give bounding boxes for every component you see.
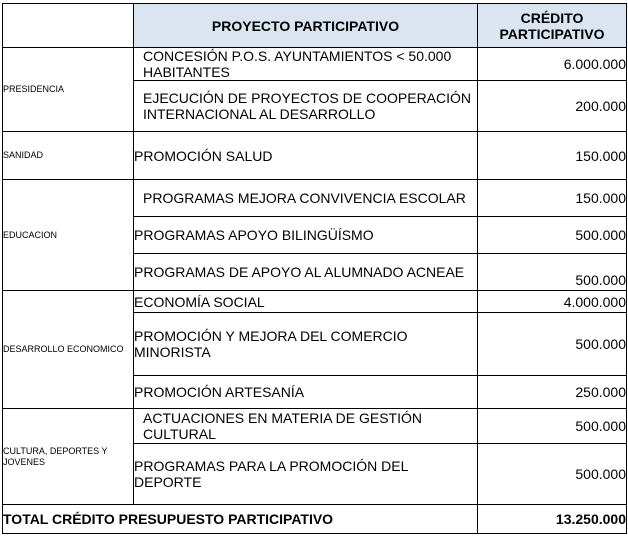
participatory-budget-table [2,3,627,534]
amount-cell: 500.000 [478,444,627,505]
amount-cell: 6.000.000 [478,48,627,81]
area-presidencia: PRESIDENCIA [3,48,134,132]
project-cell: PROGRAMAS MEJORA CONVIVENCIA ESCOLAR [134,180,478,217]
table-row [3,291,627,313]
area-desarrollo-economico: DESARROLLO ECONOMICO [3,291,134,409]
amount-cell: 250.000 [478,376,627,409]
header-empty-cell [3,4,134,48]
total-row [3,505,627,534]
amount-cell: 500.000 [478,217,627,254]
project-cell: PROGRAMAS APOYO BILINGÜÍSMO [134,217,478,254]
project-cell: EJECUCIÓN DE PROYECTOS DE COOPERACIÓN INTERNACIONAL AL DESARROLLO [134,81,478,132]
header-credit: CRÉDITO PARTICIPATIVO [478,4,627,48]
amount-cell: 150.000 [478,180,627,217]
area-cultura-deportes-jovenes: CULTURA, DEPORTES Y JOVENES [3,409,134,505]
area-sanidad: SANIDAD [3,132,134,180]
project-cell: ECONOMÍA SOCIAL [134,291,478,313]
table-row [3,180,627,217]
amount-cell: 500.000 [478,254,627,291]
project-cell: CONCESIÓN P.O.S. AYUNTAMIENTOS < 50.000 HABITANTES [134,48,478,81]
area-educacion: EDUCACION [3,180,134,291]
amount-cell: 500.000 [478,409,627,444]
table-row [3,409,627,444]
header-project: PROYECTO PARTICIPATIVO [134,4,478,48]
project-cell: ACTUACIONES EN MATERIA DE GESTIÓN CULTURAL [134,409,478,444]
project-cell: PROMOCIÓN SALUD [134,132,478,180]
table-row [3,48,627,81]
project-cell: PROGRAMAS PARA LA PROMOCIÓN DEL DEPORTE [134,444,478,505]
table-row [3,132,627,180]
total-label: TOTAL CRÉDITO PRESUPUESTO PARTICIPATIVO [3,505,478,534]
project-cell: PROMOCIÓN ARTESANÍA [134,376,478,409]
project-cell: PROMOCIÓN Y MEJORA DEL COMERCIO MINORISTA [134,313,478,376]
amount-cell: 150.000 [478,132,627,180]
project-cell: PROGRAMAS DE APOYO AL ALUMNADO ACNEAE [134,254,478,291]
table-header-row [3,4,627,48]
amount-cell: 500.000 [478,313,627,376]
total-amount: 13.250.000 [478,505,627,534]
amount-cell: 4.000.000 [478,291,627,313]
amount-cell: 200.000 [478,81,627,132]
